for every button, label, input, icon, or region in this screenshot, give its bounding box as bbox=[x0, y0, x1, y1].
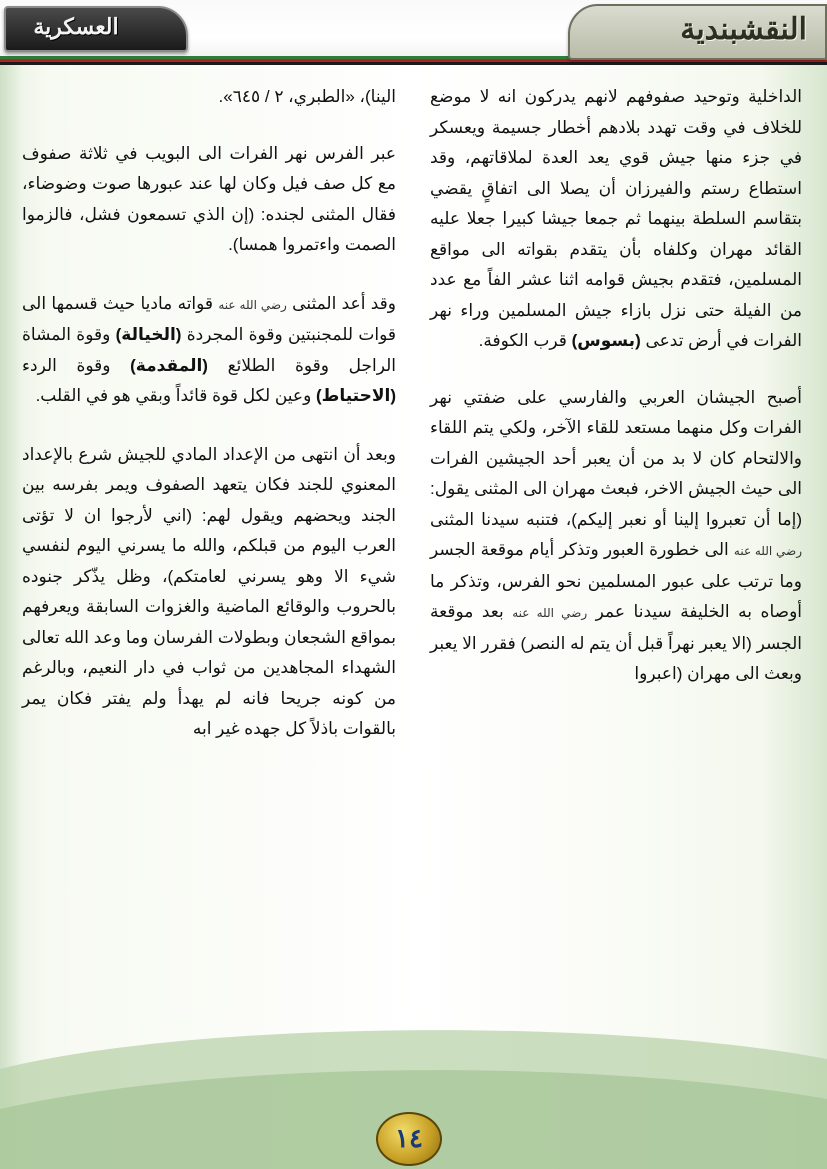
paragraph: وبعد أن انتهى من الإعداد المادي للجيش شرع بالإعداد المعنوي للجند فكان يتعهد الصفوف ويمر بفرسه بين الجند ويحضهم ويقول لهم: (اني لأرجوا ان لا تؤتى العرب اليوم من قبلكم، والله ما يسرني اليوم لنفسي شيء الا وهو يسرني لعامتكم)، وظل يذّكر جنوده بالحروب والوقائع الماضية والغزوات السابقة ويعرفهم بمواقع الشجعان وبطولات الفرسان وما وعد الله تعالى الشهداء المجاهدين من ثواب في دار النعيم، وبالرغم من كونه جريحا فانه لم يهدأ ولم يفتر فكان يمر بالقوات باذلاً كل جهده غير ابه bbox=[22, 444, 396, 738]
paragraph bbox=[430, 82, 802, 357]
paragraph-text: وقوة المشاة الراجل وقوة الطلائع bbox=[22, 325, 396, 375]
paragraph bbox=[22, 289, 396, 412]
section-title: النقشبندية bbox=[680, 12, 807, 47]
paragraph-text: وعين لكل قوة قائداً وبقي هو في القلب. bbox=[35, 386, 317, 405]
category-label: العسكرية bbox=[33, 14, 119, 40]
right-text-column bbox=[430, 82, 802, 718]
paragraph-text: قواته ماديا حيث قسمها الى قوات للمجنبتين وقوة المجردة bbox=[22, 293, 396, 344]
paragraph-text: وقد أعد المثنى bbox=[286, 293, 396, 313]
paragraph: عبر الفرس نهر الفرات الى البويب في ثلاثة صفوف مع كل صف فيل وكان لها عند عبورها صوت وضوضاء، فقال المثنى لجنده: (إن الذي تسمعون فشل، فالزموا الصمت واءتمروا همسا). bbox=[22, 143, 396, 254]
honorific: رضي الله عنه bbox=[733, 544, 802, 558]
bold-term: (المقدمة) bbox=[130, 355, 208, 375]
bold-term: (الخيالة) bbox=[115, 325, 182, 344]
page-number-badge: ١٤ bbox=[376, 1112, 442, 1166]
left-text-column bbox=[22, 82, 396, 773]
paragraph-text: أصبح الجيشان العربي والفارسي على ضفتي نهر الفرات وكل منهما مستعد للقاء الآخر، ولكي يتم اللقاء والالتحام كان لا بد من أن يعبر أحد الجيشين الفرات الى حيث الجيش الاخر، فبعث مهران الى المثنى يقول: (إما أن تعبروا إلينا أو نعبر إليكم)، فتنبه سيدنا المثنى bbox=[430, 387, 802, 529]
honorific: رضي الله عنه bbox=[218, 297, 287, 312]
paragraph-text: الى خطورة العبور وتذكر أيام موقعة الجسر وما ترتب على عبور المسلمين نحو الفرس، وتذكر ما أوصاه به الخليفة سيدنا عمر bbox=[430, 540, 803, 621]
paragraph: الينا)، «الطبري، ٢ / ٦٤٥». bbox=[218, 87, 396, 106]
paragraph-text: بعد موقعة الجسر (الا يعبر نهراً قبل أن يتم له النصر) فقرر الا يعبر وبعث الى مهران (اعبروا bbox=[430, 602, 802, 683]
paragraph-text: الداخلية وتوحيد صفوفهم لانهم يدركون انه لا موضع للخلاف في وقت تهدد بلادهم أخطار جسيمة ويعسكر في جزء منها جيش قوي يعد العدة لملاقاتهم، وقد استطاع رستم والفيرزان أن يصلا الى اتفاقٍ يقضي بتقاسم السلطة بينهما ثم جمعا جيشا كبيرا جعلا عليه القائد مهران وكلفاه بأن يتقدم بقواته الى مواقع المسلمين، فتقدم بجيش قوامه اثنا عشر الفاً مع عدد من الفيلة حتى نزل بازاء جيش المسلمين وراء نهر الفرات في أرض تدعى bbox=[430, 87, 802, 350]
section-tab bbox=[568, 4, 827, 60]
paragraph-text: قرب الكوفة. bbox=[478, 331, 572, 350]
category-tab bbox=[4, 6, 188, 52]
bold-term: (الاحتياط) bbox=[316, 386, 396, 405]
paragraph bbox=[430, 383, 802, 690]
bold-term: (بسوس) bbox=[571, 331, 641, 350]
header-stripe-black bbox=[0, 62, 827, 65]
honorific: رضي الله عنه bbox=[512, 606, 588, 620]
paragraph-text: وقوة الردء bbox=[22, 355, 131, 375]
